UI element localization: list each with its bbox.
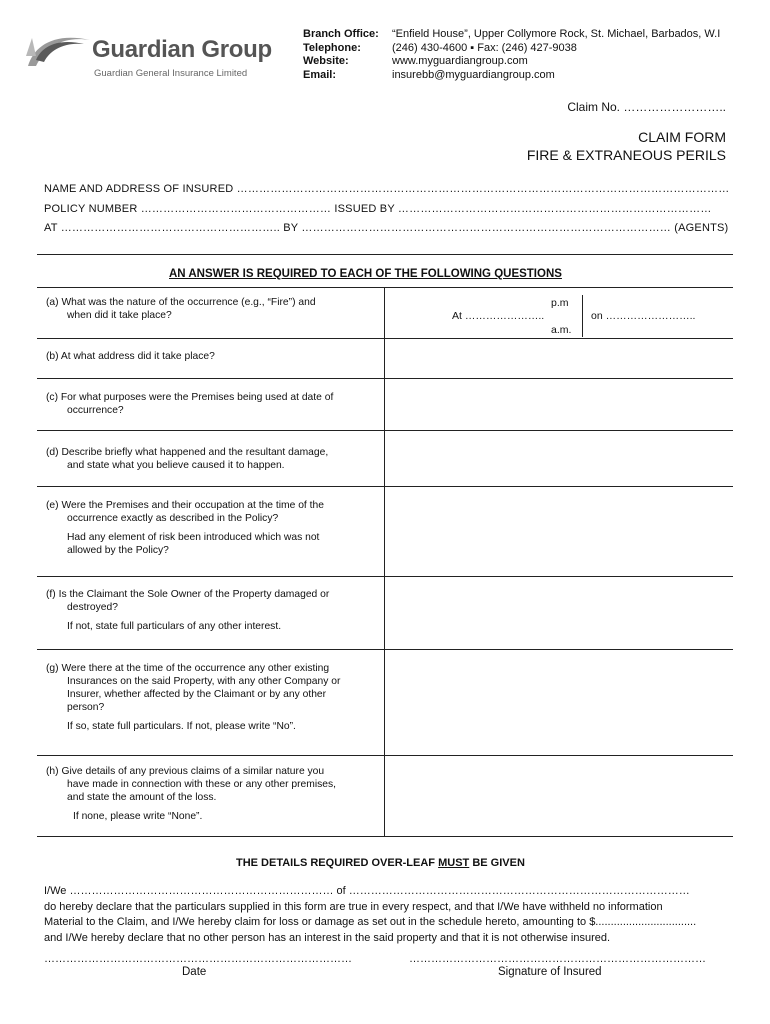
details-heading-pre: THE DETAILS REQUIRED OVER-LEAF — [236, 857, 439, 869]
contact-labels — [303, 28, 379, 82]
details-heading — [236, 857, 525, 869]
answer-a-bracket — [582, 295, 583, 337]
branch-label: Branch Office: — [303, 28, 379, 40]
question-e-line4: allowed by the Policy? — [67, 545, 169, 556]
grid-line-1 — [37, 287, 733, 288]
answer-c-field[interactable] — [386, 379, 732, 429]
question-h-line1: (h) Give details of any previous claims of a similar nature you — [46, 766, 325, 777]
grid-line-9 — [37, 836, 733, 837]
question-g-line4: person? — [67, 702, 105, 713]
insured-name-field[interactable]: NAME AND ADDRESS OF INSURED …………………………………………………………………………………………………………………… — [44, 183, 730, 195]
question-h-line3: and state the amount of the loss. — [67, 792, 217, 803]
question-h-line2: have made in connection with these or any other premises, — [67, 779, 337, 790]
signature-label: Signature of Insured — [498, 966, 602, 978]
question-c — [46, 391, 386, 417]
phone-label: Telephone: — [303, 41, 361, 54]
claim-number-field[interactable]: Claim No. …………………….. — [567, 100, 726, 114]
answer-a-pm: p.m — [551, 297, 569, 309]
details-heading-post: BE GIVEN — [469, 857, 525, 869]
form-title-main: CLAIM FORM — [638, 129, 726, 145]
logo-swoosh-icon — [24, 26, 94, 70]
policy-number-field[interactable]: POLICY NUMBER …………………………………………… ISSUED BY ………………………………………………………………………… — [44, 203, 712, 215]
declaration-line4: and I/We hereby declare that no other person has an interest in the said property and that it is not otherwise insured. — [44, 931, 611, 944]
date-label: Date — [182, 966, 207, 978]
question-a-line2: when did it take place? — [67, 310, 172, 321]
question-g-line5: If so, state full particulars. If not, please write “No”. — [67, 721, 296, 732]
answer-h-field[interactable] — [386, 756, 732, 835]
question-f-line1: (f) Is the Claimant the Sole Owner of the Property damaged or — [46, 589, 330, 600]
question-e-line3: Had any element of risk been introduced which was not — [67, 532, 320, 543]
question-e — [46, 499, 386, 557]
answer-heading: AN ANSWER IS REQUIRED TO EACH OF THE FOLLOWING QUESTIONS — [169, 268, 562, 280]
website-label: Website: — [303, 55, 349, 67]
question-d-line1: (d) Describe briefly what happened and the resultant damage, — [46, 447, 329, 458]
date-field[interactable]: ………………………………………………………………………… — [44, 953, 352, 965]
form-title — [527, 128, 726, 164]
logo-subtitle: Guardian General Insurance Limited — [94, 68, 248, 79]
declaration-line2: do hereby declare that the particulars supplied in this form are true in every respect, and that I/We have withheld no information — [44, 900, 663, 913]
company-logo — [24, 22, 274, 84]
question-f-line3: If not, state full particulars of any other interest. — [67, 621, 282, 632]
answer-d-field[interactable] — [386, 431, 732, 485]
answer-e-field[interactable] — [386, 487, 732, 575]
question-d-line2: and state what you believe caused it to happen. — [67, 460, 285, 471]
answer-a-am: a.m. — [551, 324, 572, 336]
email-link[interactable]: insurebb@myguardiangroup.com — [392, 68, 555, 81]
question-f-line2: destroyed? — [67, 602, 118, 613]
question-d — [46, 446, 386, 472]
contact-values — [392, 28, 720, 82]
signature-field[interactable]: ……………………………………………………………………… — [409, 953, 706, 965]
form-title-sub: FIRE & EXTRANEOUS PERILS — [526, 147, 726, 163]
question-a-line1: (a) What was the nature of the occurrence (e.g., “Fire”) and — [46, 297, 316, 308]
answer-g-field[interactable] — [386, 650, 732, 754]
question-h-line4: If none, please write “None”. — [73, 811, 203, 822]
answer-f-field[interactable] — [386, 577, 732, 648]
declaration-line3[interactable]: Material to the Claim, and I/We hereby claim for loss or damage as set out in the schedule hereto, amounting to $................................. — [44, 916, 697, 928]
details-heading-must: MUST — [438, 857, 470, 869]
branch-address: “Enfield House”, Upper Collymore Rock, St. Michael, Barbados, W.I — [392, 28, 721, 40]
question-c-line2: occurrence? — [67, 405, 124, 416]
question-b — [46, 350, 386, 363]
declaration — [44, 884, 696, 946]
email-label: Email: — [303, 68, 337, 81]
answer-b-field[interactable] — [386, 339, 732, 377]
question-g — [46, 662, 386, 733]
question-g-line1: (g) Were there at the time of the occurrence any other existing — [46, 663, 330, 674]
question-e-line1: (e) Were the Premises and their occupation at the time of the — [46, 500, 324, 511]
logo-wordmark: Guardian Group — [92, 36, 272, 63]
agents-field[interactable]: AT ………………………………………………….. BY ……………………………………………………………………………………… (AGENTS) — [44, 222, 729, 234]
divider-top — [37, 254, 733, 255]
question-a — [46, 296, 386, 322]
question-e-line2: occurrence exactly as described in the Policy? — [67, 513, 279, 524]
declaration-line1[interactable]: I/We ……………………………………………………………… of ………………………………………………………………………………… — [44, 885, 690, 897]
answer-a-at-field[interactable]: At ………………….. — [452, 310, 545, 322]
question-h — [46, 765, 386, 823]
question-f — [46, 588, 386, 633]
question-c-line1: (c) For what purposes were the Premises being used at date of — [46, 392, 334, 403]
question-b-line1: (b) At what address did it take place? — [46, 351, 215, 362]
phone-fax: (246) 430-4600 ▪ Fax: (246) 427-9038 — [392, 41, 577, 54]
grid-col-divider — [384, 287, 385, 836]
question-g-line2: Insurances on the said Property, with any other Company or — [67, 676, 341, 687]
website-link[interactable]: www.myguardiangroup.com — [392, 55, 528, 67]
answer-a-on-field[interactable]: on …………………….. — [591, 310, 696, 322]
question-g-line3: Insurer, whether affected by the Claimant or by any other — [67, 689, 327, 700]
